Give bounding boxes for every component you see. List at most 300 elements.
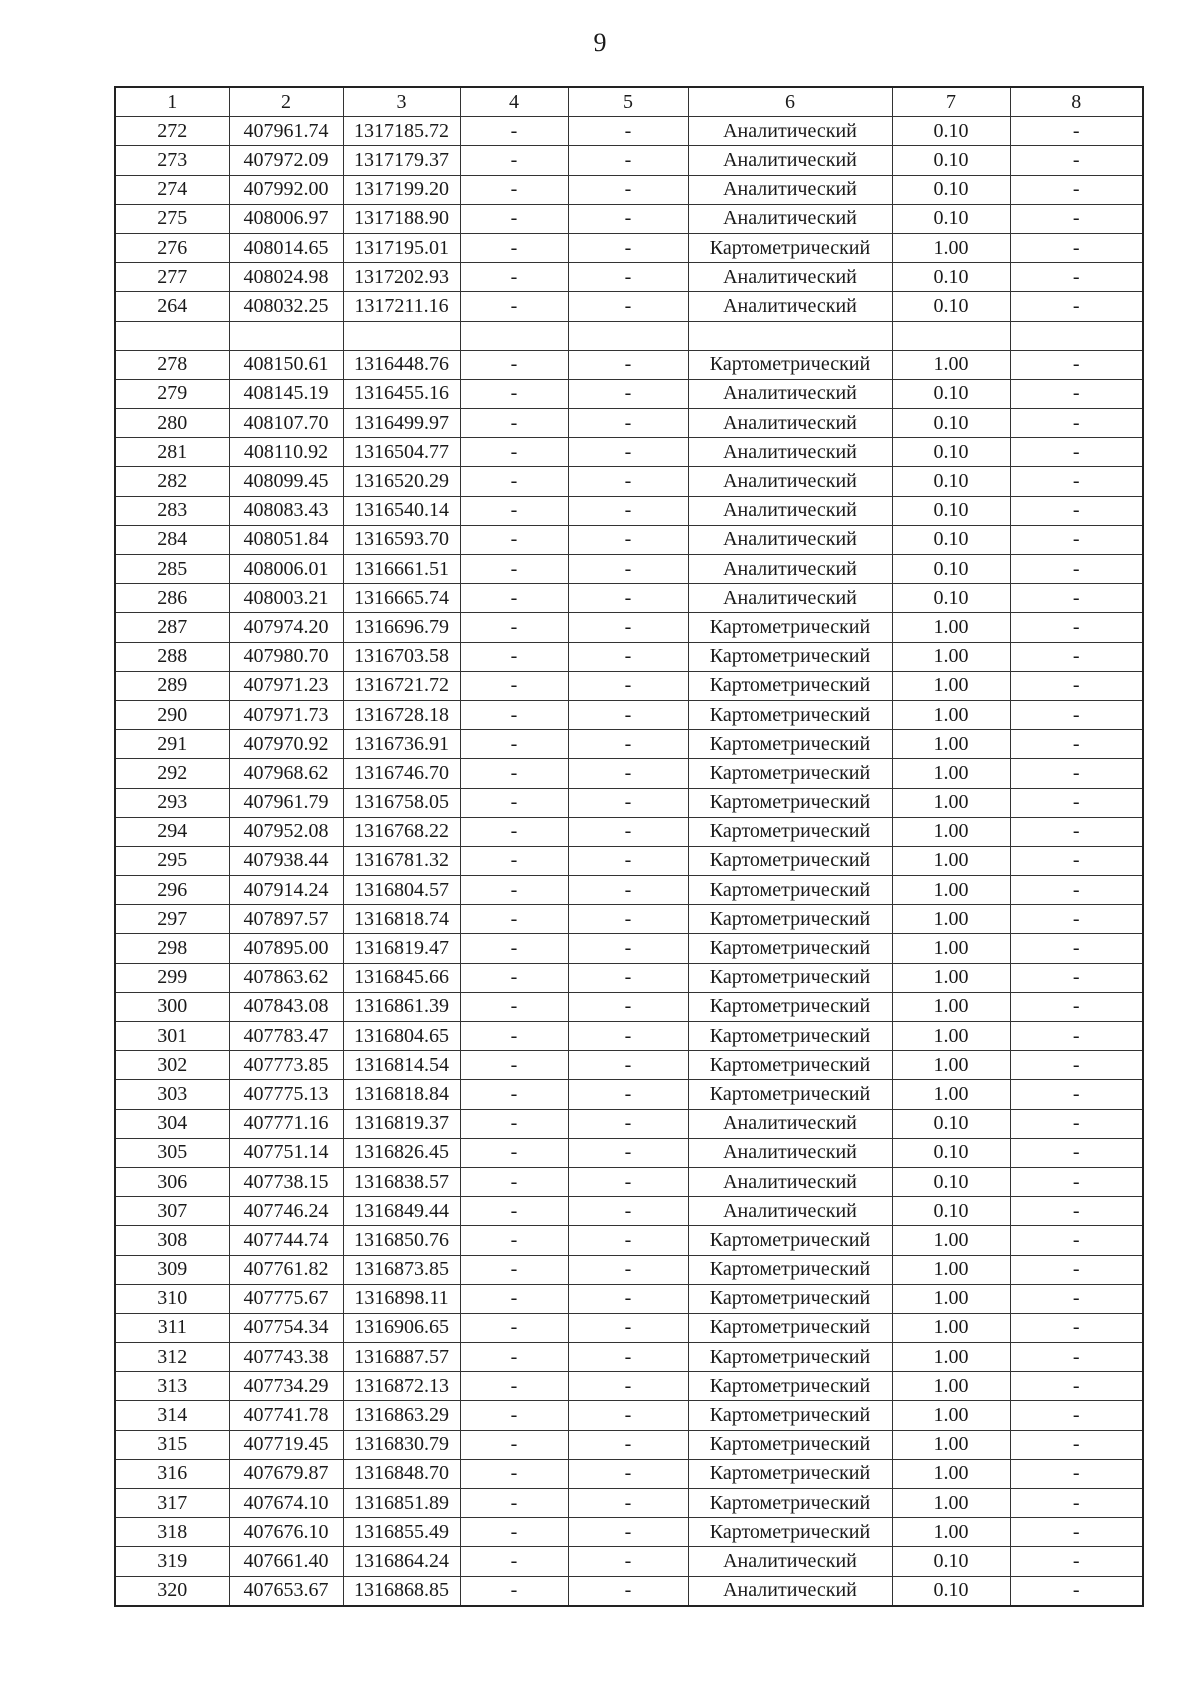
table-cell: 284 bbox=[115, 525, 229, 554]
table-cell: - bbox=[568, 1284, 688, 1313]
table-row bbox=[115, 409, 1143, 438]
table-row bbox=[115, 350, 1143, 379]
table-cell: 1.00 bbox=[892, 1401, 1010, 1430]
table-row bbox=[115, 1576, 1143, 1606]
table-cell: 0.10 bbox=[892, 1197, 1010, 1226]
table-row bbox=[115, 846, 1143, 875]
table-cell: - bbox=[568, 759, 688, 788]
table-cell: - bbox=[460, 700, 568, 729]
table-cell: - bbox=[1010, 1343, 1143, 1372]
table-cell: 1.00 bbox=[892, 1080, 1010, 1109]
table-cell: - bbox=[1010, 263, 1143, 292]
table-row bbox=[115, 1489, 1143, 1518]
table-cell: - bbox=[568, 467, 688, 496]
table-cell: 408051.84 bbox=[229, 525, 343, 554]
coordinates-table bbox=[114, 86, 1144, 1607]
table-row bbox=[115, 1459, 1143, 1488]
table-cell: 407743.38 bbox=[229, 1343, 343, 1372]
table-cell: 408107.70 bbox=[229, 409, 343, 438]
table-cell: 407754.34 bbox=[229, 1313, 343, 1342]
table-cell: 1316851.89 bbox=[343, 1489, 460, 1518]
table-cell: 1.00 bbox=[892, 759, 1010, 788]
table-row bbox=[115, 263, 1143, 292]
table-cell: 407761.82 bbox=[229, 1255, 343, 1284]
table-cell: - bbox=[1010, 233, 1143, 262]
table-cell: 1316819.37 bbox=[343, 1109, 460, 1138]
table-cell: - bbox=[568, 846, 688, 875]
table-cell: - bbox=[460, 555, 568, 584]
table-cell: - bbox=[1010, 1051, 1143, 1080]
table-cell: 0.10 bbox=[892, 175, 1010, 204]
table-cell: - bbox=[568, 438, 688, 467]
table-cell: - bbox=[1010, 1489, 1143, 1518]
table-cell: - bbox=[1010, 992, 1143, 1021]
table-cell: 315 bbox=[115, 1430, 229, 1459]
table-cell: Аналитический bbox=[688, 525, 892, 554]
table-cell: 276 bbox=[115, 233, 229, 262]
table-cell: 0.10 bbox=[892, 146, 1010, 175]
table-cell: - bbox=[1010, 1547, 1143, 1576]
table-cell: 0.10 bbox=[892, 1167, 1010, 1196]
table-cell: - bbox=[460, 759, 568, 788]
table-cell: 0.10 bbox=[892, 1547, 1010, 1576]
table-cell: Картометрический bbox=[688, 671, 892, 700]
table-cell: - bbox=[460, 817, 568, 846]
table-cell: - bbox=[1010, 1080, 1143, 1109]
table-cell: Аналитический bbox=[688, 438, 892, 467]
table-cell: - bbox=[568, 876, 688, 905]
table-cell: 1317195.01 bbox=[343, 233, 460, 262]
table-cell: - bbox=[460, 292, 568, 321]
table-cell: 408024.98 bbox=[229, 263, 343, 292]
table-cell: - bbox=[460, 905, 568, 934]
table-cell: - bbox=[1010, 1022, 1143, 1051]
table-cell: - bbox=[1010, 905, 1143, 934]
table-cell: - bbox=[1010, 1109, 1143, 1138]
table-cell: - bbox=[568, 1430, 688, 1459]
table-cell: - bbox=[460, 525, 568, 554]
table-cell: Картометрический bbox=[688, 934, 892, 963]
table-cell: - bbox=[568, 146, 688, 175]
table-cell: - bbox=[1010, 934, 1143, 963]
table-cell: 287 bbox=[115, 613, 229, 642]
table-cell: 407773.85 bbox=[229, 1051, 343, 1080]
table-cell: 407843.08 bbox=[229, 992, 343, 1021]
table-cell: 407679.87 bbox=[229, 1459, 343, 1488]
table-cell: 1317188.90 bbox=[343, 204, 460, 233]
table-cell: 1.00 bbox=[892, 1226, 1010, 1255]
table-cell: 1.00 bbox=[892, 1372, 1010, 1401]
table-cell: Аналитический bbox=[688, 292, 892, 321]
table-cell: 1.00 bbox=[892, 1459, 1010, 1488]
table-cell: - bbox=[460, 1489, 568, 1518]
table-cell: Картометрический bbox=[688, 1372, 892, 1401]
table-row bbox=[115, 1051, 1143, 1080]
table-cell: Аналитический bbox=[688, 263, 892, 292]
table-cell: - bbox=[568, 1197, 688, 1226]
header-cell: 3 bbox=[343, 87, 460, 117]
table-cell: - bbox=[460, 730, 568, 759]
table-cell: 1316455.16 bbox=[343, 379, 460, 408]
table-cell: 1316781.32 bbox=[343, 846, 460, 875]
table-row bbox=[115, 1080, 1143, 1109]
table-cell: - bbox=[460, 1372, 568, 1401]
table-cell: 296 bbox=[115, 876, 229, 905]
table-row bbox=[115, 1022, 1143, 1051]
table-cell: 1.00 bbox=[892, 1051, 1010, 1080]
table-cell: 316 bbox=[115, 1459, 229, 1488]
table-cell: Картометрический bbox=[688, 233, 892, 262]
table-cell: 407971.23 bbox=[229, 671, 343, 700]
table-cell: 307 bbox=[115, 1197, 229, 1226]
table-cell: Картометрический bbox=[688, 1343, 892, 1372]
table-cell: Аналитический bbox=[688, 584, 892, 613]
table-cell: 1316855.49 bbox=[343, 1518, 460, 1547]
table-cell: - bbox=[568, 1051, 688, 1080]
table-cell: - bbox=[568, 992, 688, 1021]
table-cell: - bbox=[1010, 204, 1143, 233]
table-cell: - bbox=[568, 1459, 688, 1488]
table-cell: - bbox=[460, 584, 568, 613]
table-cell: - bbox=[568, 1022, 688, 1051]
table-cell: 1316736.91 bbox=[343, 730, 460, 759]
table-cell: 1316665.74 bbox=[343, 584, 460, 613]
table-cell: Аналитический bbox=[688, 1197, 892, 1226]
table-cell: - bbox=[460, 1138, 568, 1167]
table-cell: Аналитический bbox=[688, 1109, 892, 1138]
table-cell: 407971.73 bbox=[229, 700, 343, 729]
table-cell: - bbox=[460, 846, 568, 875]
table-cell: - bbox=[1010, 671, 1143, 700]
table-cell: 1316818.84 bbox=[343, 1080, 460, 1109]
table-cell: Картометрический bbox=[688, 876, 892, 905]
table-cell: 0.10 bbox=[892, 409, 1010, 438]
table-cell: - bbox=[1010, 292, 1143, 321]
table-row bbox=[115, 700, 1143, 729]
table-cell: - bbox=[460, 1022, 568, 1051]
table-cell: 297 bbox=[115, 905, 229, 934]
table-cell: 407775.67 bbox=[229, 1284, 343, 1313]
table-cell: 407751.14 bbox=[229, 1138, 343, 1167]
table-cell: 298 bbox=[115, 934, 229, 963]
table-cell: 288 bbox=[115, 642, 229, 671]
table-cell: - bbox=[568, 817, 688, 846]
table-cell: - bbox=[460, 467, 568, 496]
table-cell: Картометрический bbox=[688, 730, 892, 759]
table-cell: 1.00 bbox=[892, 992, 1010, 1021]
table-cell: - bbox=[1010, 817, 1143, 846]
table-cell: - bbox=[568, 409, 688, 438]
table-cell: 1316906.65 bbox=[343, 1313, 460, 1342]
table-cell: - bbox=[460, 671, 568, 700]
table-cell: - bbox=[1010, 525, 1143, 554]
table-cell: 275 bbox=[115, 204, 229, 233]
table-cell: - bbox=[568, 1138, 688, 1167]
table-row bbox=[115, 117, 1143, 146]
table-cell: 1316814.54 bbox=[343, 1051, 460, 1080]
table-cell: 0.10 bbox=[892, 467, 1010, 496]
table-cell: 1316887.57 bbox=[343, 1343, 460, 1372]
table-cell: 1317202.93 bbox=[343, 263, 460, 292]
table-cell: - bbox=[1010, 496, 1143, 525]
table-cell: Аналитический bbox=[688, 1547, 892, 1576]
table-cell: 407744.74 bbox=[229, 1226, 343, 1255]
table-cell: Аналитический bbox=[688, 1138, 892, 1167]
table-row bbox=[115, 379, 1143, 408]
table-cell: - bbox=[568, 117, 688, 146]
table-cell: Картометрический bbox=[688, 642, 892, 671]
table-cell: Картометрический bbox=[688, 1401, 892, 1430]
header-cell: 4 bbox=[460, 87, 568, 117]
table-cell: 1.00 bbox=[892, 1022, 1010, 1051]
table-cell: 300 bbox=[115, 992, 229, 1021]
table-cell: 407895.00 bbox=[229, 934, 343, 963]
table-cell: 407970.92 bbox=[229, 730, 343, 759]
table-cell: - bbox=[1010, 555, 1143, 584]
table-row bbox=[115, 1284, 1143, 1313]
table-cell: 407746.24 bbox=[229, 1197, 343, 1226]
table-cell: 1.00 bbox=[892, 613, 1010, 642]
table-cell: - bbox=[460, 1051, 568, 1080]
table-cell: - bbox=[568, 730, 688, 759]
table-row bbox=[115, 671, 1143, 700]
table-cell: - bbox=[1010, 146, 1143, 175]
table-cell: - bbox=[460, 613, 568, 642]
table-cell: 1.00 bbox=[892, 1343, 1010, 1372]
table-cell: 408099.45 bbox=[229, 467, 343, 496]
table-row bbox=[115, 1226, 1143, 1255]
table-cell: - bbox=[460, 876, 568, 905]
table-cell: 407863.62 bbox=[229, 963, 343, 992]
table-cell: - bbox=[568, 525, 688, 554]
header-cell: 7 bbox=[892, 87, 1010, 117]
table-cell: 407674.10 bbox=[229, 1489, 343, 1518]
table-cell: Аналитический bbox=[688, 117, 892, 146]
table-cell: Картометрический bbox=[688, 759, 892, 788]
table-cell: 279 bbox=[115, 379, 229, 408]
table-cell: 407961.79 bbox=[229, 788, 343, 817]
table-cell: 1316768.22 bbox=[343, 817, 460, 846]
table-cell: 407938.44 bbox=[229, 846, 343, 875]
table-cell: 304 bbox=[115, 1109, 229, 1138]
table-cell: - bbox=[460, 204, 568, 233]
table-cell: - bbox=[1010, 876, 1143, 905]
table-cell: Картометрический bbox=[688, 846, 892, 875]
table-cell: 0.10 bbox=[892, 555, 1010, 584]
table-cell: - bbox=[1010, 1138, 1143, 1167]
table-cell: - bbox=[460, 1547, 568, 1576]
table-cell: 0.10 bbox=[892, 438, 1010, 467]
table-row bbox=[115, 1372, 1143, 1401]
table-cell: 1316593.70 bbox=[343, 525, 460, 554]
table-cell: 1316746.70 bbox=[343, 759, 460, 788]
table-cell: 1.00 bbox=[892, 846, 1010, 875]
table-cell: 1316728.18 bbox=[343, 700, 460, 729]
header-cell: 2 bbox=[229, 87, 343, 117]
table-row bbox=[115, 963, 1143, 992]
table-cell: - bbox=[568, 175, 688, 204]
table-cell: 407961.74 bbox=[229, 117, 343, 146]
table-cell: - bbox=[568, 1547, 688, 1576]
table-cell: - bbox=[460, 963, 568, 992]
header-cell: 6 bbox=[688, 87, 892, 117]
table-cell: 1316863.29 bbox=[343, 1401, 460, 1430]
table-cell: - bbox=[460, 1109, 568, 1138]
table-cell: 407968.62 bbox=[229, 759, 343, 788]
table-cell: 408014.65 bbox=[229, 233, 343, 262]
table-cell: - bbox=[1010, 584, 1143, 613]
table-cell: 407741.78 bbox=[229, 1401, 343, 1430]
table-cell: 311 bbox=[115, 1313, 229, 1342]
table-cell: 1.00 bbox=[892, 1489, 1010, 1518]
table-cell: 407661.40 bbox=[229, 1547, 343, 1576]
table-cell: 1316520.29 bbox=[343, 467, 460, 496]
table-cell: Картометрический bbox=[688, 1489, 892, 1518]
table-cell: - bbox=[1010, 1430, 1143, 1459]
table-cell: - bbox=[568, 292, 688, 321]
table-cell: - bbox=[568, 1343, 688, 1372]
table-cell: - bbox=[460, 1080, 568, 1109]
table-cell: 408110.92 bbox=[229, 438, 343, 467]
table-row bbox=[115, 438, 1143, 467]
table-cell: - bbox=[460, 788, 568, 817]
table-cell bbox=[568, 321, 688, 350]
table-cell: 0.10 bbox=[892, 379, 1010, 408]
table-cell: - bbox=[460, 1518, 568, 1547]
table-cell: 295 bbox=[115, 846, 229, 875]
table-cell: - bbox=[460, 438, 568, 467]
table-cell: - bbox=[568, 1109, 688, 1138]
table-cell: 1.00 bbox=[892, 963, 1010, 992]
table-cell: 407738.15 bbox=[229, 1167, 343, 1196]
table-cell bbox=[343, 321, 460, 350]
table-cell: Картометрический bbox=[688, 1313, 892, 1342]
table-cell: - bbox=[460, 1284, 568, 1313]
table-cell: - bbox=[1010, 350, 1143, 379]
table-cell: 277 bbox=[115, 263, 229, 292]
table-cell: - bbox=[568, 263, 688, 292]
table-cell: Картометрический bbox=[688, 1255, 892, 1284]
table-cell: 1.00 bbox=[892, 1284, 1010, 1313]
table-cell: 1.00 bbox=[892, 671, 1010, 700]
table-cell: - bbox=[568, 1255, 688, 1284]
table-row bbox=[115, 876, 1143, 905]
table-cell: - bbox=[1010, 175, 1143, 204]
table-cell: 407653.67 bbox=[229, 1576, 343, 1606]
table-cell: - bbox=[460, 1255, 568, 1284]
table-cell: - bbox=[1010, 730, 1143, 759]
table-cell: Картометрический bbox=[688, 788, 892, 817]
table-cell: 289 bbox=[115, 671, 229, 700]
table-cell: - bbox=[1010, 1576, 1143, 1606]
table-row bbox=[115, 1343, 1143, 1372]
table-cell: - bbox=[460, 146, 568, 175]
table-cell: 1.00 bbox=[892, 233, 1010, 262]
table-cell: Аналитический bbox=[688, 555, 892, 584]
table-cell: 1317199.20 bbox=[343, 175, 460, 204]
table-cell: - bbox=[568, 1226, 688, 1255]
table-cell: 320 bbox=[115, 1576, 229, 1606]
table-cell: - bbox=[1010, 1372, 1143, 1401]
table-cell: 1316804.65 bbox=[343, 1022, 460, 1051]
table-cell: 0.10 bbox=[892, 263, 1010, 292]
table-cell: 1316830.79 bbox=[343, 1430, 460, 1459]
table-cell: 1316864.24 bbox=[343, 1547, 460, 1576]
table-row bbox=[115, 1313, 1143, 1342]
table-cell: 1316499.97 bbox=[343, 409, 460, 438]
table-row bbox=[115, 1547, 1143, 1576]
table-row bbox=[115, 467, 1143, 496]
table-cell: Картометрический bbox=[688, 700, 892, 729]
table-cell: - bbox=[460, 1343, 568, 1372]
table-cell: 306 bbox=[115, 1167, 229, 1196]
table-cell: 1.00 bbox=[892, 730, 1010, 759]
table-cell: 407914.24 bbox=[229, 876, 343, 905]
table-cell: - bbox=[568, 1576, 688, 1606]
table-cell: 1317179.37 bbox=[343, 146, 460, 175]
table-row bbox=[115, 788, 1143, 817]
table-cell: 1316804.57 bbox=[343, 876, 460, 905]
table-cell: 0.10 bbox=[892, 204, 1010, 233]
table-cell: 273 bbox=[115, 146, 229, 175]
table-cell: - bbox=[1010, 1226, 1143, 1255]
table-cell: - bbox=[568, 233, 688, 262]
table-cell: 408003.21 bbox=[229, 584, 343, 613]
table-cell: - bbox=[460, 642, 568, 671]
table-cell bbox=[229, 321, 343, 350]
table-cell: 407980.70 bbox=[229, 642, 343, 671]
table-cell: - bbox=[460, 233, 568, 262]
table-cell: - bbox=[1010, 759, 1143, 788]
table-row bbox=[115, 934, 1143, 963]
table-cell: 1.00 bbox=[892, 700, 1010, 729]
table-cell: 1316898.11 bbox=[343, 1284, 460, 1313]
table-cell: - bbox=[1010, 1401, 1143, 1430]
table-row bbox=[115, 1518, 1143, 1547]
table-cell: 293 bbox=[115, 788, 229, 817]
table-cell: 0.10 bbox=[892, 584, 1010, 613]
table-cell: Картометрический bbox=[688, 613, 892, 642]
table-cell: - bbox=[1010, 1313, 1143, 1342]
table-cell: - bbox=[460, 1313, 568, 1342]
table-cell: - bbox=[460, 1226, 568, 1255]
table-cell: 1.00 bbox=[892, 1255, 1010, 1284]
table-cell: - bbox=[1010, 467, 1143, 496]
table-row bbox=[115, 146, 1143, 175]
table-cell: 1.00 bbox=[892, 350, 1010, 379]
table-cell: - bbox=[460, 1459, 568, 1488]
table-cell: - bbox=[568, 1167, 688, 1196]
table-row bbox=[115, 1430, 1143, 1459]
table-cell: Картометрический bbox=[688, 1022, 892, 1051]
table-cell: 0.10 bbox=[892, 117, 1010, 146]
table-cell: 1.00 bbox=[892, 1518, 1010, 1547]
table-cell: 1316848.70 bbox=[343, 1459, 460, 1488]
header-row bbox=[115, 87, 1143, 117]
table-cell: 1316872.13 bbox=[343, 1372, 460, 1401]
table-cell: 1317185.72 bbox=[343, 117, 460, 146]
table-cell: - bbox=[460, 350, 568, 379]
table-cell: - bbox=[1010, 409, 1143, 438]
table-cell: 285 bbox=[115, 555, 229, 584]
page-number: 9 bbox=[593, 28, 607, 57]
table-row bbox=[115, 204, 1143, 233]
header-cell: 5 bbox=[568, 87, 688, 117]
table-cell: 1.00 bbox=[892, 1313, 1010, 1342]
table-cell: 408150.61 bbox=[229, 350, 343, 379]
table-cell: - bbox=[460, 1167, 568, 1196]
table-cell: 1316819.47 bbox=[343, 934, 460, 963]
